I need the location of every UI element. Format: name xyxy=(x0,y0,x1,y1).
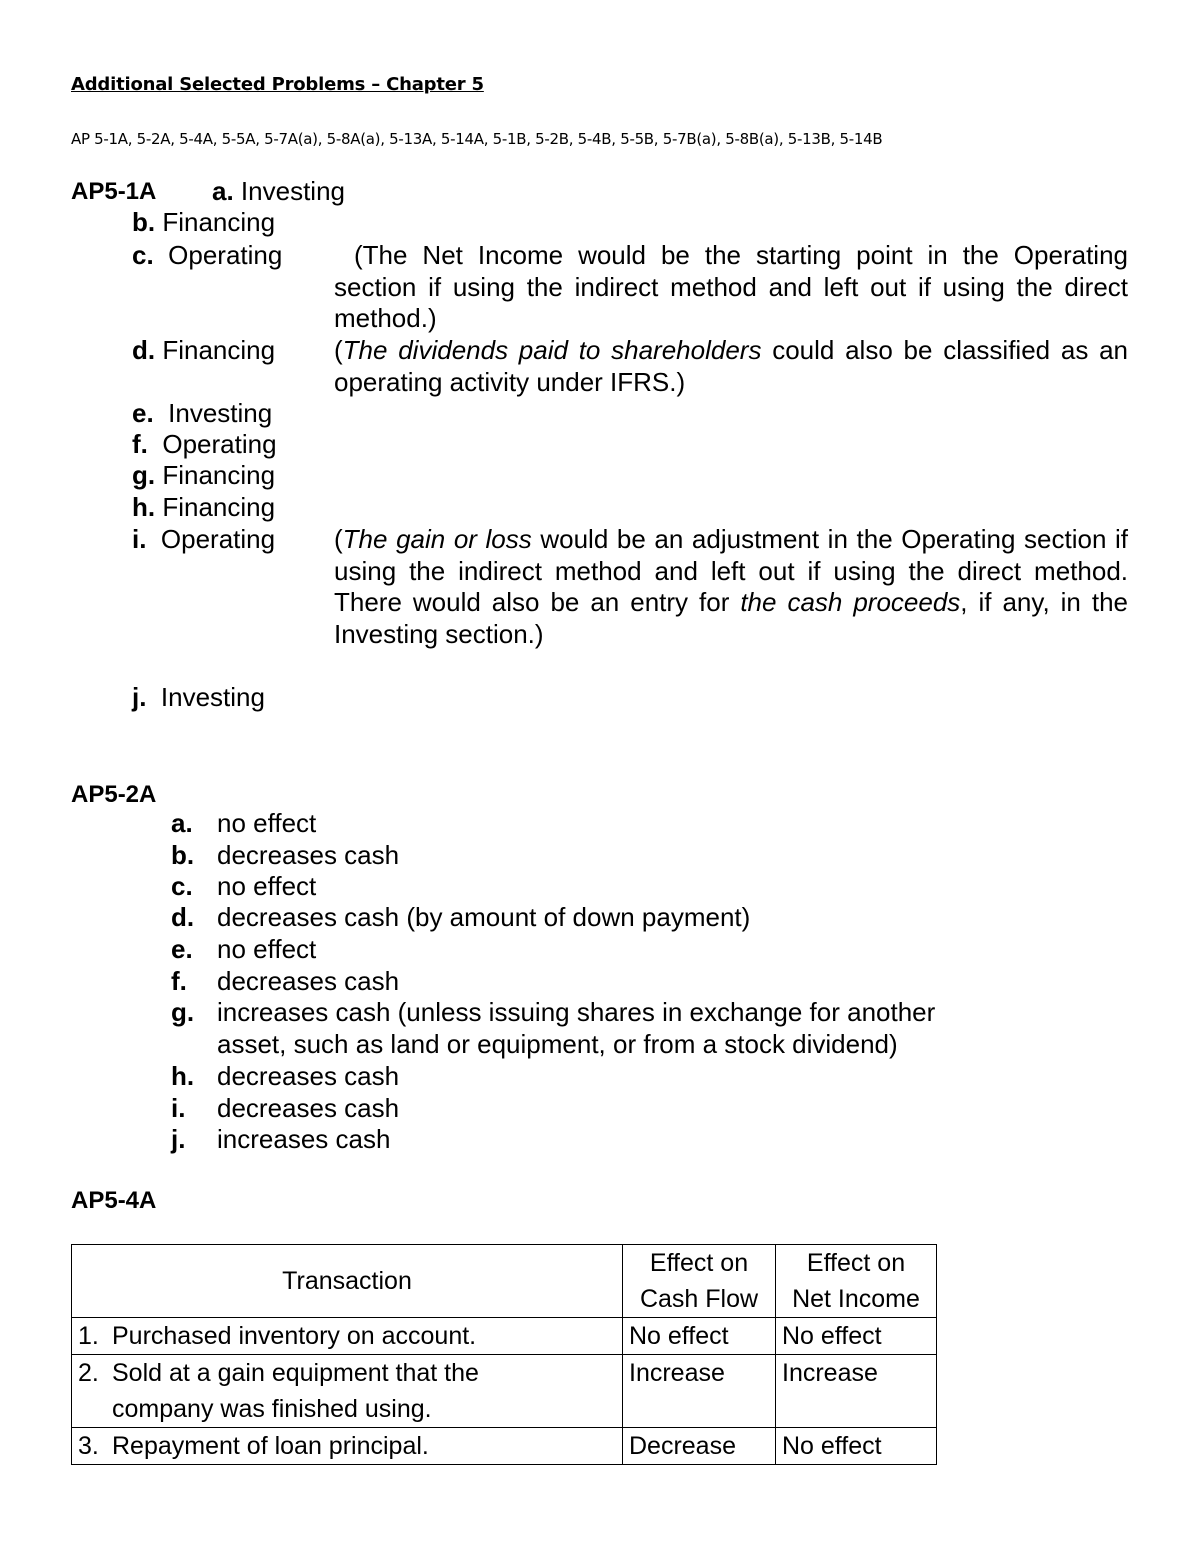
section-heading-ap5-4a: AP5-4A xyxy=(71,1187,157,1214)
cell-cash-flow: No effect xyxy=(623,1318,776,1355)
table-header-row xyxy=(72,1245,937,1318)
cell-net-income: Increase xyxy=(776,1355,937,1428)
list-item: a. Investing xyxy=(212,176,345,206)
table-row xyxy=(72,1355,937,1428)
list-item: d. Financing xyxy=(132,335,276,365)
list-item: d. decreases cash (by amount of down payment) xyxy=(171,902,751,932)
list-item: b. Financing xyxy=(132,207,276,237)
cell-net-income: No effect xyxy=(776,1428,937,1465)
list-item: f. decreases cash xyxy=(171,966,400,996)
list-item: j. increases cash xyxy=(171,1124,391,1154)
header-cash-flow: Effect on Cash Flow xyxy=(623,1245,776,1318)
table-row xyxy=(72,1428,937,1465)
list-item: g. increases cash (unless issuing shares in exchange for another xyxy=(171,997,936,1027)
list-item: f. Operating xyxy=(132,429,277,459)
list-item: i. Operating xyxy=(132,524,276,554)
cell-transaction: 3. Repayment of loan principal. xyxy=(72,1428,623,1465)
cell-transaction: 2. Sold at a gain equipment that the company was finished using. xyxy=(72,1355,623,1428)
document-subtitle: AP 5-1A, 5-2A, 5-4A, 5-5A, 5-7A(a), 5-8A(a), 5-13A, 5-14A, 5-1B, 5-2B, 5-4B, 5-5B, 5-7B(a), 5-8B(a), 5-13B, 5-14B xyxy=(71,130,883,148)
list-item-continuation: asset, such as land or equipment, or from a stock dividend) xyxy=(217,1029,898,1059)
list-item: j. Investing xyxy=(132,682,265,712)
list-item: a. no effect xyxy=(171,808,317,838)
list-item: c. Operating xyxy=(132,240,283,270)
table-row xyxy=(72,1318,937,1355)
section-heading-ap5-2a: AP5-2A xyxy=(71,781,157,808)
cell-cash-flow: Increase xyxy=(623,1355,776,1428)
list-item: i. decreases cash xyxy=(171,1093,400,1123)
document-title: Additional Selected Problems – Chapter 5 xyxy=(71,74,484,95)
list-item: g. Financing xyxy=(132,460,276,490)
effects-table xyxy=(71,1244,937,1465)
list-item: h. decreases cash xyxy=(171,1061,400,1091)
note-gain-loss: (The gain or loss would be an adjustment in the Operating section if using the indirect method and left out if using the direct method. There would also be an entry for the cash proceeds, if any, in the Investing section.) xyxy=(334,524,1128,649)
list-item: b. decreases cash xyxy=(171,840,400,870)
header-transaction: Transaction xyxy=(72,1245,623,1318)
cell-net-income: No effect xyxy=(776,1318,937,1355)
cell-cash-flow: Decrease xyxy=(623,1428,776,1465)
header-net-income: Effect on Net Income xyxy=(776,1245,937,1318)
list-item: e. no effect xyxy=(171,934,317,964)
list-item: e. Investing xyxy=(132,398,273,428)
section-heading-ap5-1a: AP5-1A xyxy=(71,178,157,205)
list-item: h. Financing xyxy=(132,492,276,522)
note-dividends: (The dividends paid to shareholders could also be classified as an operating activity under IFRS.) xyxy=(334,335,1128,397)
cell-transaction: 1. Purchased inventory on account. xyxy=(72,1318,623,1355)
note-operating-net-income: (The Net Income would be the starting point in the Operating section if using the indirect method and left out if using the direct method.) xyxy=(334,240,1128,333)
list-item: c. no effect xyxy=(171,871,317,901)
